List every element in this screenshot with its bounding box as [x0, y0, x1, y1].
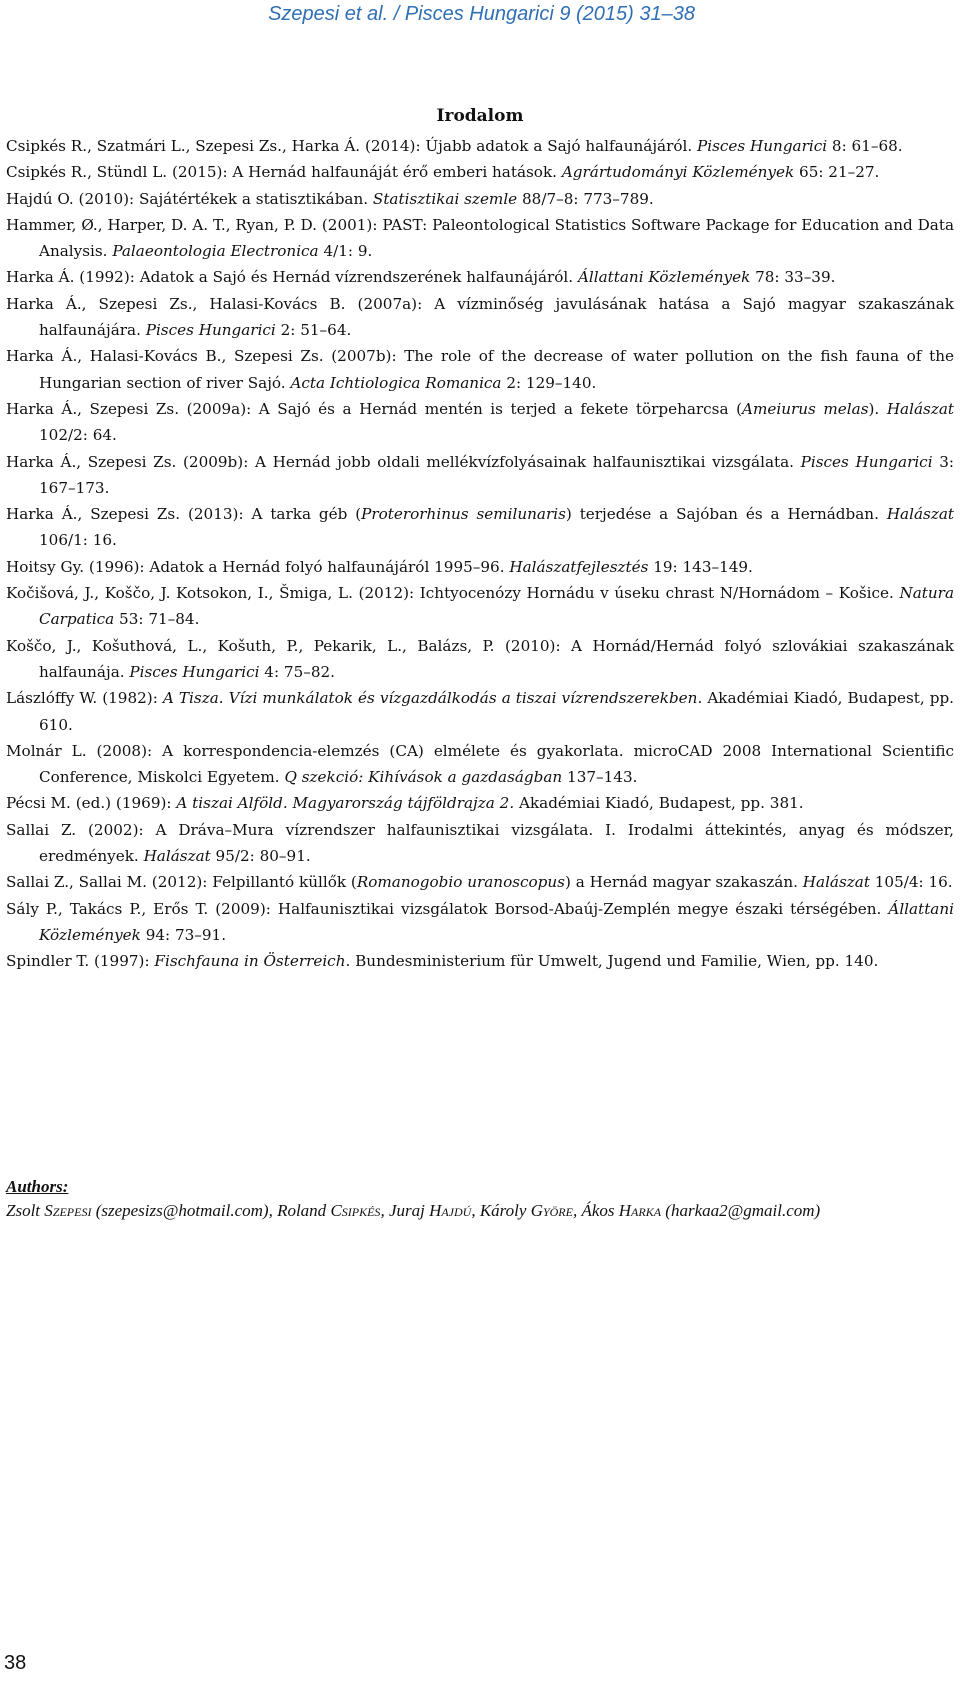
- reference-item: [6, 396, 954, 449]
- reference-italic-text: A Tisza. Vízi munkálatok és vízgazdálkodás a tiszai vízrendszerekben: [162, 689, 698, 708]
- reference-italic-text: Q szekció: Kihívások a gazdaságban: [284, 768, 563, 787]
- author-surname: Györe: [530, 1201, 573, 1220]
- reference-text: 19: 143–149.: [648, 557, 753, 576]
- reference-item: [6, 291, 954, 344]
- reference-item: [6, 264, 954, 290]
- reference-italic-text: Fischfauna in Österreich: [154, 952, 346, 971]
- authors-text-part: Zsolt: [6, 1201, 45, 1220]
- reference-text: ) terjedése a Sajóban és a Hernádban.: [565, 505, 887, 524]
- reference-italic-text: Proterorhinus semilunaris: [361, 505, 566, 524]
- reference-italic-text: Acta Ichtiologica Romanica: [290, 373, 502, 392]
- reference-text: Pécsi M. (ed.) (1969):: [6, 794, 177, 813]
- reference-text: 65: 21–27.: [794, 163, 880, 182]
- authors-text-part: , Juraj: [380, 1201, 430, 1220]
- reference-text: Sály P., Takács P., Erős T. (2009): Halfaunisztikai vizsgálatok Borsod-Abaúj-Zemplén megye északi térségében.: [6, 899, 889, 918]
- reference-text: 78: 33–39.: [750, 268, 836, 287]
- reference-text: Harka Á., Halasi-Kovács B., Szepesi Zs. (2007b): The role of the decrease of water pollution on the fish fauna of the Hungarian section of river Sajó.: [6, 347, 954, 392]
- reference-text: 137–143.: [562, 768, 638, 787]
- authors-label: Authors:: [6, 1177, 69, 1196]
- reference-text: Csipkés R., Stündl L. (2015): A Hernád halfaunáját érő emberi hatások.: [6, 163, 562, 182]
- reference-item: [6, 343, 954, 396]
- reference-item: [6, 633, 954, 686]
- section-heading: Irodalom: [436, 106, 524, 126]
- reference-text: Akadémiai Kiadó, Budapest, pp. 381.: [514, 794, 804, 813]
- reference-italic-text: Pisces Hungarici: [129, 662, 260, 681]
- reference-italic-text: Ameiurus melas: [742, 399, 869, 418]
- authors-block: [6, 1175, 954, 1223]
- reference-item: [6, 896, 954, 949]
- reference-text: Sallai Z. (2002): A Dráva–Mura vízrendszer halfaunisztikai vizsgálata. I. Irodalmi áttekintés, anyag és módszer, eredmények.: [6, 820, 954, 866]
- reference-text: Harka Á. (1992): Adatok a Sajó és Hernád vízrendszerének halfaunájáról.: [6, 268, 578, 287]
- reference-italic-text: Romanogobio uranoscopus: [356, 873, 565, 892]
- author-surname: Szepesi: [44, 1201, 92, 1220]
- reference-item: [6, 449, 954, 502]
- reference-text: 105/4: 16.: [869, 873, 953, 892]
- reference-text: 3: 167–173.: [39, 452, 954, 497]
- reference-text: Molnár L. (2008): A korrespondencia-elemzés (CA) elmélete és gyakorlata. microCAD 2008 International Scientific Conference, Miskolci Egyetem.: [6, 741, 954, 787]
- reference-text: Lászlóffy W. (1982):: [6, 689, 163, 708]
- reference-item: [6, 948, 954, 974]
- author-surname: Harka: [618, 1201, 662, 1220]
- reference-item: [6, 685, 954, 738]
- author-surname: Csipkés: [330, 1201, 381, 1220]
- reference-text: Koščo, J., Košuthová, L., Košuth, P., Pekarik, L., Balázs, P. (2010): A Hornád/Hernád folyó szlovákiai szakaszának halfaunája.: [6, 636, 954, 681]
- reference-text: ) a Hernád magyar szakaszán.: [564, 873, 803, 892]
- reference-text: . Akadémiai Kiadó, Budapest, pp. 610.: [39, 689, 954, 734]
- reference-italic-text: Halászat: [143, 847, 211, 866]
- reference-text: 53: 71–84.: [114, 610, 200, 629]
- reference-italic-text: Agrártudományi Közlemények: [561, 163, 795, 182]
- reference-italic-text: Halászatfejlesztés: [509, 557, 649, 576]
- reference-text: 102/2: 64.: [39, 426, 117, 445]
- reference-italic-text: Halászat: [886, 399, 954, 418]
- reference-text: Sallai Z., Sallai M. (2012): Felpillantó küllők (: [6, 873, 357, 892]
- reference-italic-text: Pisces Hungarici: [800, 452, 933, 471]
- reference-text: 106/1: 16.: [39, 531, 117, 550]
- page-number: 38: [4, 1652, 27, 1674]
- reference-text: Harka Á., Szepesi Zs. (2013): A tarka géb (: [6, 505, 362, 524]
- reference-text: 4/1: 9.: [318, 242, 373, 261]
- authors-text-part: , Ákos: [572, 1201, 619, 1220]
- reference-italic-text: Állattani Közlemények: [577, 268, 751, 287]
- reference-text: 88/7–8: 773–789.: [517, 189, 654, 208]
- reference-text: 8: 61–68.: [827, 137, 903, 155]
- reference-italic-text: Palaeontologia Electronica: [112, 242, 319, 261]
- authors-text-part: , Károly: [471, 1201, 531, 1220]
- reference-text: ).: [868, 399, 887, 418]
- reference-italic-text: Állattani Közlemények: [39, 899, 954, 944]
- running-header: Szepesi et al. / Pisces Hungarici 9 (2015) 31–38: [268, 3, 695, 25]
- reference-text: Spindler T. (1997):: [6, 952, 155, 971]
- reference-text: 95/2: 80–91.: [210, 847, 311, 866]
- reference-item: [6, 738, 954, 791]
- reference-text: . Bundesministerium für Umwelt, Jugend und Familie, Wien, pp. 140.: [345, 952, 879, 971]
- author-surname: Hajdú: [429, 1201, 472, 1220]
- reference-text: Harka Á., Szepesi Zs., Halasi-Kovács B. (2007a): A vízminőség javulásának hatása a Sajó magyar szakaszának halfaunájára.: [6, 294, 954, 340]
- reference-item: [6, 790, 954, 816]
- reference-item: [6, 159, 954, 185]
- authors-text: [6, 1199, 954, 1223]
- reference-item: [6, 580, 954, 633]
- reference-text: 2: 51–64.: [275, 321, 352, 340]
- reference-item: [6, 869, 954, 895]
- reference-italic-text: Halászat: [802, 873, 870, 892]
- reference-italic-text: Halászat: [886, 505, 954, 524]
- reference-text: Hoitsy Gy. (1996): Adatok a Hernád folyó halfaunájáról 1995–96.: [6, 557, 510, 576]
- reference-italic-text: Pisces Hungarici: [145, 321, 276, 340]
- reference-text: 4: 75–82.: [259, 662, 335, 681]
- reference-list: [6, 133, 954, 975]
- reference-text: Harka Á., Szepesi Zs. (2009a): A Sajó és a Hernád mentén is terjed a fekete törpeharcsa (: [6, 399, 743, 418]
- reference-italic-text: A tiszai Alföld. Magyarország tájföldrajza 2.: [176, 794, 515, 813]
- reference-text: Hammer, Ø., Harper, D. A. T., Ryan, P. D. (2001): PAST: Paleontological Statistics Software Package for Education and Data Analysis.: [6, 215, 954, 261]
- reference-item: [6, 554, 954, 580]
- authors-text-part: (harkaa2@gmail.com): [661, 1201, 821, 1220]
- reference-item: [6, 817, 954, 870]
- reference-italic-text: Natura Carpatica: [39, 584, 954, 629]
- reference-text: 94: 73–91.: [140, 925, 227, 944]
- reference-item: [6, 186, 954, 212]
- reference-item: [6, 133, 954, 159]
- reference-text: Csipkés R., Szatmári L., Szepesi Zs., Harka Á. (2014): Újabb adatok a Sajó halfaunájáról.: [6, 137, 698, 155]
- reference-italic-text: Pisces Hungarici: [697, 137, 828, 155]
- reference-text: Harka Á., Szepesi Zs. (2009b): A Hernád jobb oldali mellékvízfolyásainak halfaunisztikai vizsgálata.: [6, 452, 801, 471]
- reference-item: [6, 501, 954, 554]
- reference-italic-text: Statisztikai szemle: [372, 189, 518, 208]
- reference-text: 2: 129–140.: [501, 373, 597, 392]
- authors-text-part: (szepesizs@hotmail.com), Roland: [91, 1201, 331, 1220]
- reference-item: [6, 212, 954, 265]
- reference-text: Kočišová, J., Koščo, J. Kotsokon, I., Šmiga, L. (2012): Ichtyocenózy Hornádu v úseku chrast N/Hornádom – Košice.: [6, 584, 900, 603]
- reference-text: Hajdú O. (2010): Sajátértékek a statisztikában.: [6, 189, 373, 208]
